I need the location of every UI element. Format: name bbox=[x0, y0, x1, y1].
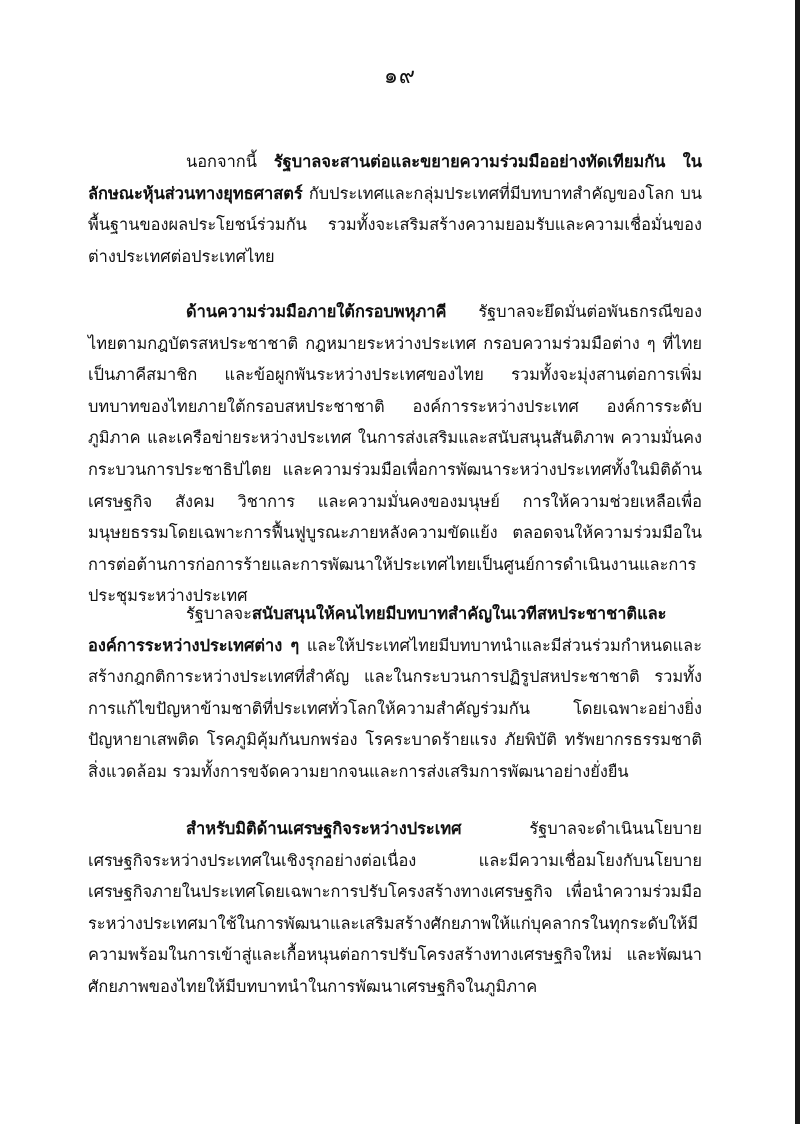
paragraph-text: และให้ประเทศไทยมีบทบาทนำและมีส่วนร่วมกำหนดและสร้างกฎกติการะหว่างประเทศที่สำคัญ และในกระบวนการปฏิรูปสหประชาชาติ รวมทั้งการแก้ไขปัญหาข้ามชาติที่ประเทศทั่วโลกให้ความสำคัญร่วมกัน โดยเฉพาะอย่างยิ่งปัญหายาเสพติด โรคภูมิคุ้มกันบกพร่อง โรคระบาดร้ายแรง ภัยพิบัติ ทรัพยากรธรรมชาติ สิ่งแวดล้อม รวมทั้งการขจัดความยากจนและการส่งเสริมการพัฒนาอย่างยั่งยืน bbox=[88, 635, 702, 781]
paragraph-un-role bbox=[88, 598, 702, 788]
paragraph-bold-heading: สนับสนุนให้คนไทยมีบทบาทสำคัญในเวทีสหประชาชาติและองค์การระหว่างประเทศต่าง ๆ bbox=[88, 604, 667, 655]
paragraph-lead: นอกจากนี้ bbox=[186, 152, 274, 171]
paragraph-strategic-partnership bbox=[88, 146, 702, 272]
paragraph-text: รัฐบาลจะยึดมั่นต่อพันธกรณีของไทยตามกฎบัตรสหประชาชาติ กฎหมายระหว่างประเทศ กรอบความร่วมมือต่าง ๆ ที่ไทยเป็นภาคีสมาชิก และข้อผูกพันระหว่างประเทศของไทย รวมทั้งจะมุ่งสานต่อการเพิ่มบทบาทของไทยภายใต้กรอบสหประชาชาติ องค์การระหว่างประเทศ องค์การระดับภูมิภาค และเครือข่ายระหว่างประเทศ ในการส่งเสริมและสนับสนุนสันติภาพ ความมั่นคง กระบวนการประชาธิปไตย และความร่วมมือเพื่อการพัฒนาระหว่างประเทศทั้งในมิติด้านเศรษฐกิจ สังคม วิชาการ และความมั่นคงของมนุษย์ การให้ความช่วยเหลือเพื่อมนุษยธรรมโดยเฉพาะการฟื้นฟูบูรณะภายหลังความขัดแย้ง ตลอดจนให้ความร่วมมือในการต่อต้านการก่อการร้ายและการพัฒนาให้ประเทศไทยเป็นศูนย์การดำเนินงานและการประชุมระหว่างประเทศ bbox=[88, 302, 702, 606]
paragraph-text: รัฐบาลจะดำเนินนโยบายเศรษฐกิจระหว่างประเทศในเชิงรุกอย่างต่อเนื่อง และมีความเชื่อมโยงกับนโยบายเศรษฐกิจภายในประเทศโดยเฉพาะการปรับโครงสร้างทางเศรษฐกิจ เพื่อนำความร่วมมือระหว่างประเทศมาใช้ในการพัฒนาและเสริมสร้างศักยภาพให้แก่บุคลากรในทุกระดับให้มีความพร้อมในการเข้าสู่และเกื้อหนุนต่อการปรับโครงสร้างทางเศรษฐกิจใหม่ และพัฒนาศักยภาพของไทยให้มีบทบาทนำในการพัฒนาเศรษฐกิจในภูมิภาค bbox=[88, 819, 702, 996]
paragraph-lead: รัฐบาลจะ bbox=[186, 604, 252, 623]
paragraph-international-economy bbox=[88, 813, 702, 1003]
paragraph-multilateral-cooperation bbox=[88, 296, 702, 612]
paragraph-text: กับประเทศและกลุ่มประเทศที่มีบทบาทสำคัญของโลก บนพื้นฐานของผลประโยชน์ร่วมกัน รวมทั้งจะเสริมสร้างความยอมรับและความเชื่อมั่นของต่างประเทศต่อประเทศไทย bbox=[88, 183, 702, 266]
scan-edge bbox=[795, 0, 800, 1124]
page-number: ๑๙ bbox=[383, 64, 417, 89]
paragraph-bold-heading: ด้านความร่วมมือภายใต้กรอบพหุภาคี bbox=[186, 302, 447, 321]
paragraph-bold-heading: รัฐบาลจะสานต่อและขยายความร่วมมืออย่างทัดเทียมกัน ในลักษณะหุ้นส่วนทางยุทธศาสตร์ bbox=[88, 152, 702, 203]
paragraph-bold-heading: สำหรับมิติด้านเศรษฐกิจระหว่างประเทศ bbox=[186, 819, 462, 838]
